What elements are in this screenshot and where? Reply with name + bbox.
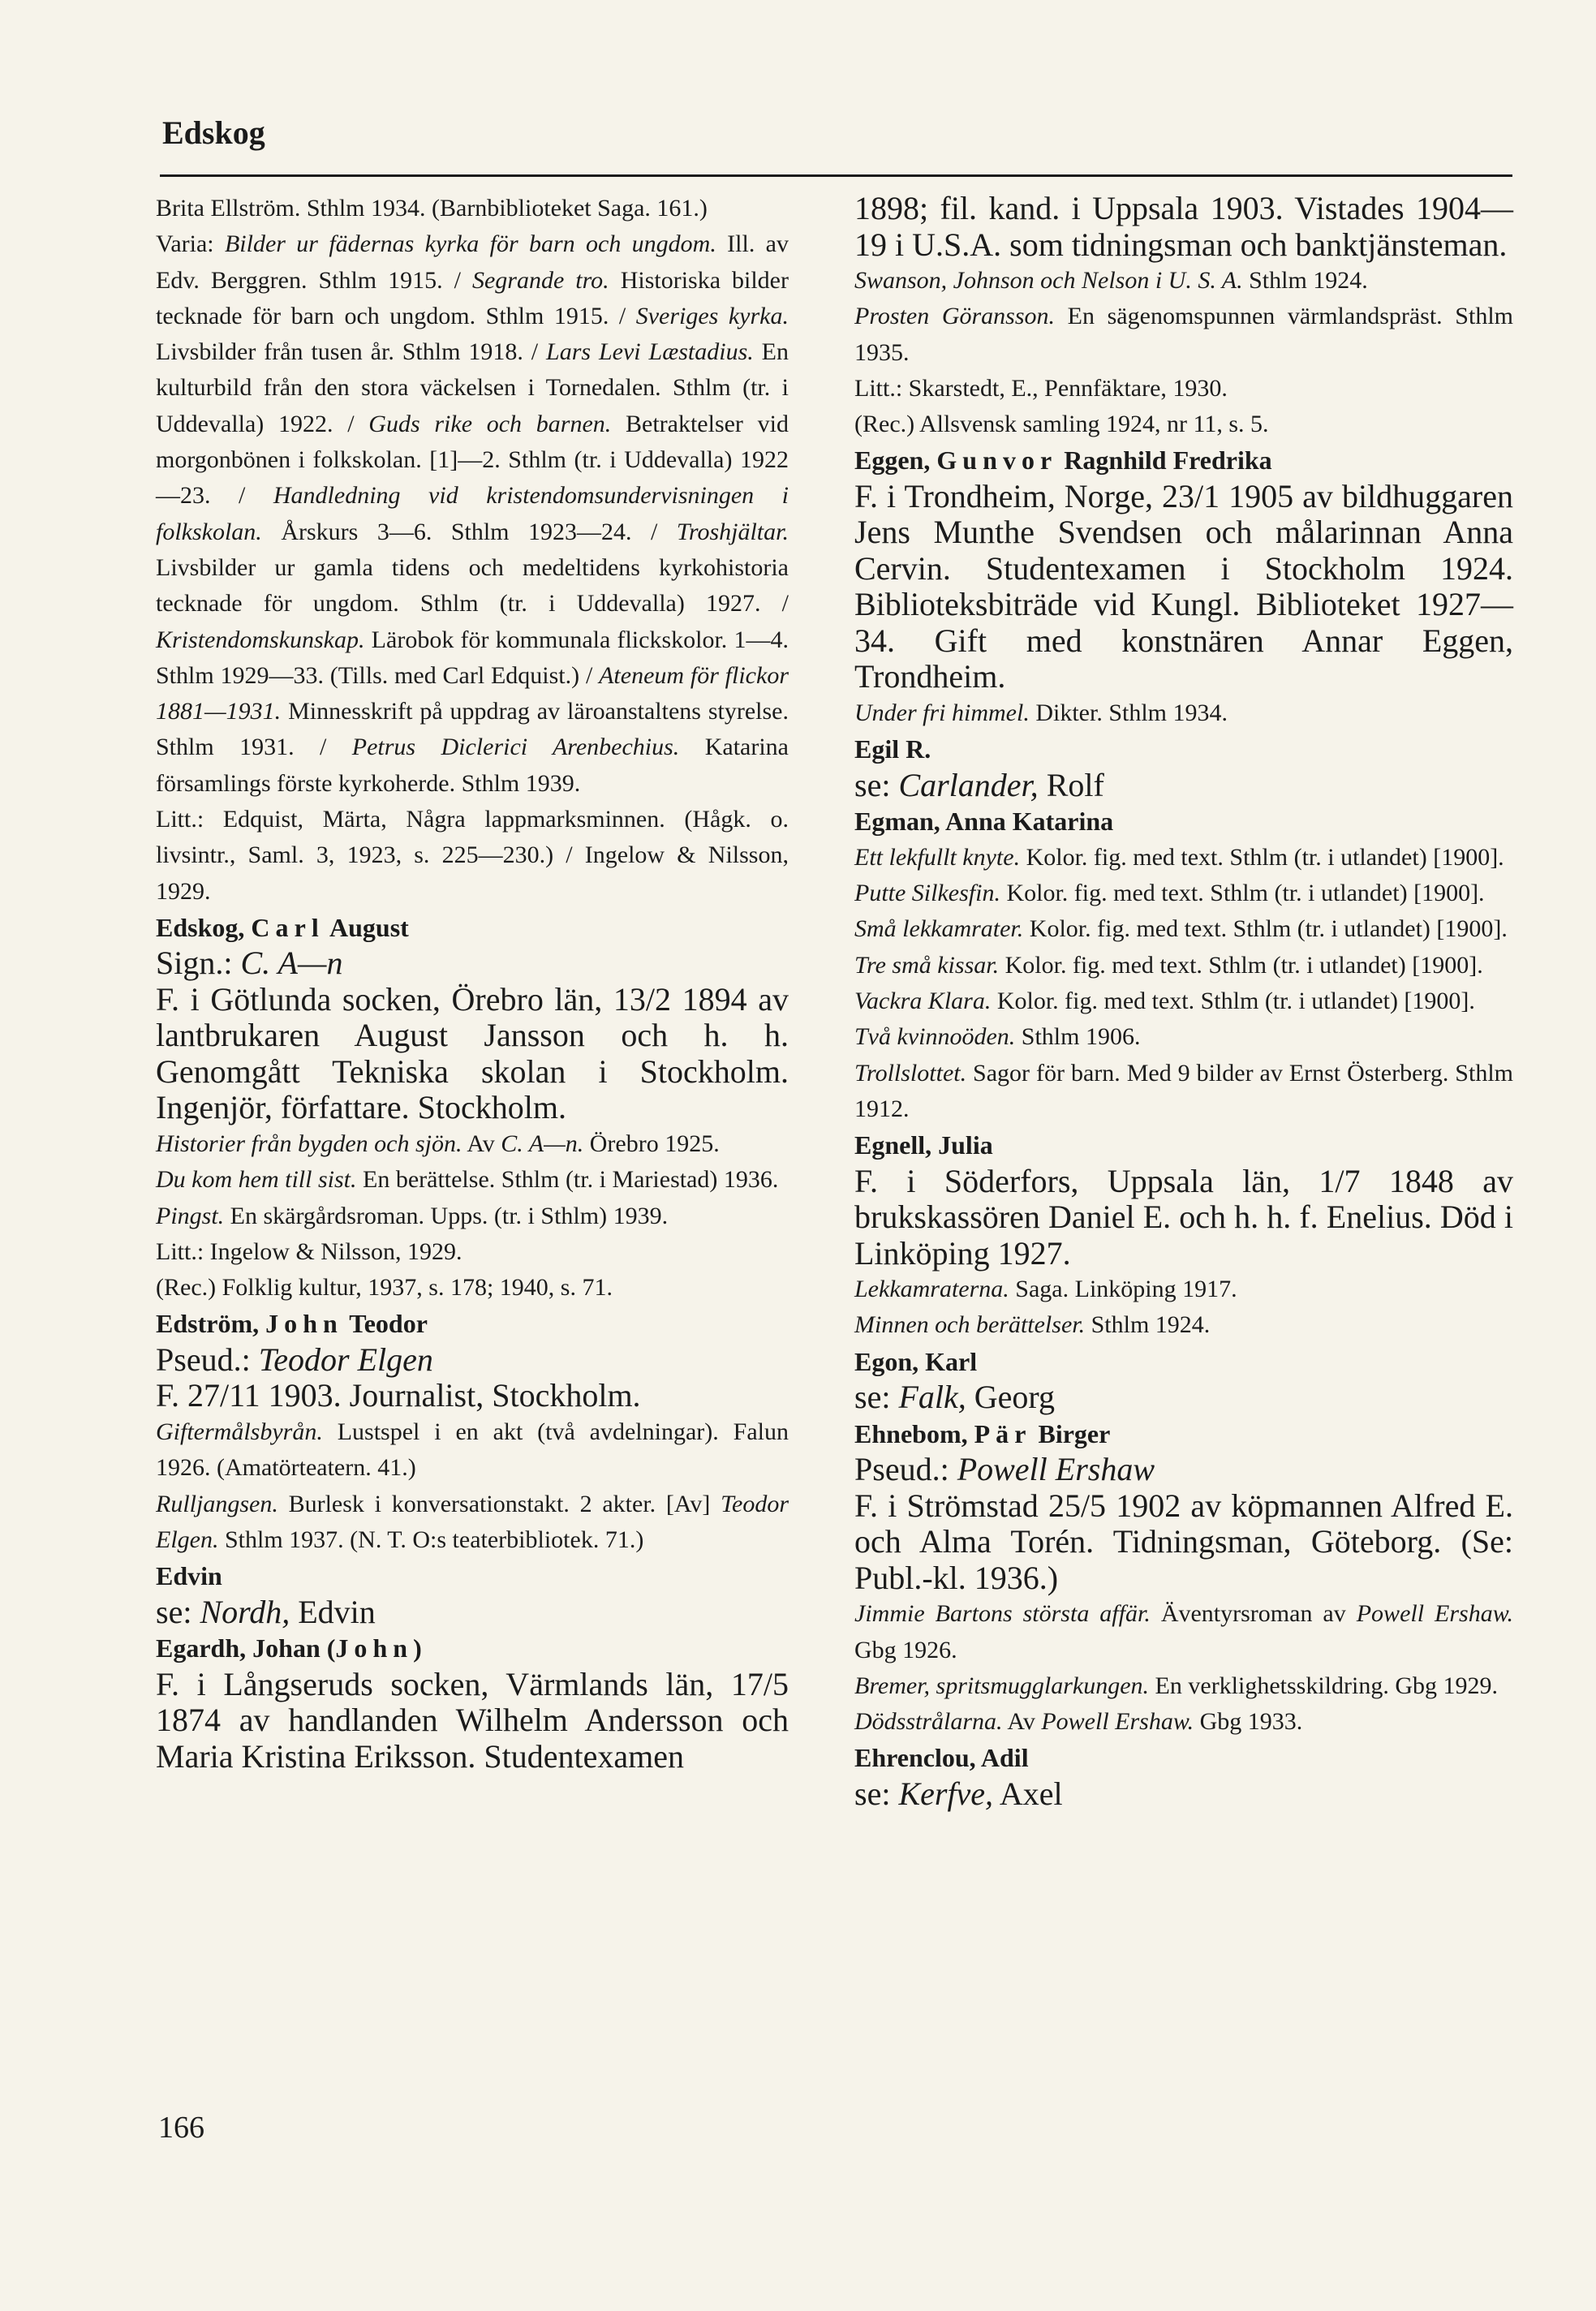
entry-text bbox=[854, 263, 1513, 299]
italic-title: Historier från bygden och sjön. bbox=[156, 1130, 462, 1157]
text-run: se: bbox=[854, 1379, 899, 1416]
italic-title: C. A—n. bbox=[501, 1130, 584, 1157]
text-run: Rolf bbox=[1038, 766, 1104, 803]
text-run: Sagor för barn. Med 9 bilder av Ernst Österberg. Sthlm 1912. bbox=[854, 1059, 1513, 1122]
entry-text bbox=[156, 1342, 789, 1379]
italic-title: Du kom hem till sist. bbox=[156, 1166, 357, 1194]
italic-title: Powell Ershaw bbox=[957, 1451, 1155, 1488]
text-run: Teodor bbox=[342, 1309, 428, 1339]
text-run: Äventyrsroman av bbox=[1150, 1600, 1357, 1628]
italic-title: Prosten Göransson. bbox=[854, 303, 1056, 330]
text-run: Litt.: Skarstedt, E., Pennfäktare, 1930. bbox=[854, 374, 1228, 402]
entry-text bbox=[156, 1414, 789, 1487]
text-run: F. i Götlunda socken, Örebro län, 13/2 1894 av lantbrukaren August Jansson och h. h. Genomgått Tekniska skolan i Stockholm. Ingenjör, författare. Stockholm. bbox=[156, 980, 789, 1126]
text-run: En berättelse. Sthlm (tr. i Mariestad) 1936. bbox=[356, 1166, 779, 1194]
entry-text bbox=[854, 1704, 1513, 1740]
text-run: Lustspel i en akt (två avdelningar). Falun 1926. (Amatörteatern. 41.) bbox=[156, 1418, 789, 1482]
italic-title: Nordh, bbox=[200, 1593, 290, 1630]
italic-title: Bilder ur fädernas kyrka för barn och ungdom. bbox=[224, 230, 716, 258]
text-run: Kolor. fig. med text. Sthlm (tr. i utlandet) [1900]. bbox=[1000, 880, 1485, 907]
text-run: Edvin bbox=[290, 1593, 376, 1630]
entry-text bbox=[854, 479, 1513, 695]
text-run: Sign.: bbox=[156, 945, 241, 982]
text-run: En verklighetsskildring. Gbg 1929. bbox=[1149, 1672, 1499, 1699]
text-run: Ragnhild Fredrika bbox=[1057, 445, 1272, 476]
italic-title: Pingst. bbox=[156, 1202, 225, 1229]
text-run: (Rec.) Allsvensk samling 1924, nr 11, s. 5. bbox=[854, 411, 1269, 438]
entry-text bbox=[156, 1594, 789, 1631]
text-run: Eggen, bbox=[854, 445, 937, 476]
italic-title: Kristendomskunskap. bbox=[156, 626, 365, 653]
text-run: Betraktelser vid morgonbönen i folkskolan. [1]—2. Sthlm (tr. i Uddevalla) 1922—23. / bbox=[156, 410, 789, 510]
italic-title: Falk, bbox=[898, 1379, 966, 1416]
italic-title: Troshjältar. bbox=[676, 518, 789, 545]
text-run: Lärobok för kommunala flickskolor. 1—4. Sthlm 1929—33. (Tills. med Carl Edquist.) / bbox=[156, 626, 789, 689]
italic-title: Minnen och berättelser. bbox=[854, 1311, 1086, 1339]
text-run: Av bbox=[1002, 1708, 1042, 1736]
entry-text bbox=[854, 1164, 1513, 1272]
entry-text bbox=[854, 407, 1513, 442]
text-run: F. i Söderfors, Uppsala län, 1/7 1848 av brukskassören Daniel E. och h. h. f. Enelius. Död i Linköping 1927. bbox=[854, 1162, 1513, 1272]
entry-text bbox=[854, 911, 1513, 947]
text-run: En kulturbild från den stora väckelsen i Tornedalen. Sthlm (tr. i Uddevalla) 1922. / bbox=[156, 338, 789, 437]
spaced-name: John bbox=[265, 1309, 343, 1339]
italic-title: Handledning vid kristendomsundervisningen i folkskolan. bbox=[156, 482, 789, 545]
text-run: En skärgårdsroman. Upps. (tr. i Sthlm) 1939. bbox=[224, 1202, 669, 1229]
italic-title: Två kvinnoöden. bbox=[854, 1023, 1016, 1051]
text-run: En sägenomspunnen värmlandspräst. Sthlm 1935. bbox=[854, 303, 1513, 366]
entry-text bbox=[854, 840, 1513, 876]
italic-title: Teodor Elgen. bbox=[156, 1490, 789, 1553]
text-run: Edström, bbox=[156, 1309, 266, 1339]
entry-text bbox=[854, 1272, 1513, 1307]
entry-text bbox=[156, 1199, 789, 1234]
text-run: 1898; fil. kand. i Uppsala 1903. Vistades 1904—19 i U.S.A. som tidningsman och banktjänsteman. bbox=[854, 190, 1513, 263]
text-run: Pseud.: bbox=[156, 1341, 259, 1378]
italic-title: Sveriges kyrka. bbox=[635, 302, 789, 329]
header-rule bbox=[160, 174, 1512, 177]
entry-heading bbox=[854, 1344, 1513, 1380]
entry-text bbox=[854, 1488, 1513, 1597]
text-run: August bbox=[324, 912, 409, 942]
entry-text bbox=[156, 802, 789, 910]
spaced-name: John bbox=[335, 1633, 414, 1663]
spaced-name: Carl bbox=[251, 912, 325, 942]
text-run: Livsbilder från tusen år. Sthlm 1918. / bbox=[156, 338, 547, 366]
text-run: Kolor. fig. med text. Sthlm (tr. i utlandet) [1900]. bbox=[999, 951, 1483, 979]
text-run: Historiska bilder tecknade för barn och ungdom. Sthlm 1915. / bbox=[156, 266, 789, 329]
italic-title: Teodor Elgen bbox=[258, 1341, 433, 1378]
entry-text bbox=[156, 945, 789, 982]
text-run: Birger bbox=[1031, 1418, 1111, 1448]
entry-heading bbox=[156, 1558, 789, 1594]
text-run: ) bbox=[413, 1633, 422, 1663]
text-run: Gbg 1933. bbox=[1194, 1708, 1303, 1736]
text-run: Brita Ellström. Sthlm 1934. (Barnbiblioteket Saga. 161.) bbox=[156, 195, 708, 222]
italic-title: Ett lekfullt knyte. bbox=[854, 843, 1021, 871]
text-run: F. i Trondheim, Norge, 23/1 1905 av bildhuggaren Jens Munthe Svendsen och målarinnan Anna Cervin. Studentexamen i Stockholm 1924. Biblioteksbiträde vid Kungl. Biblioteket 1927—34. Gift med konstnären Annar Eggen, Trondheim. bbox=[854, 477, 1513, 695]
text-run: Pseud.: bbox=[854, 1451, 957, 1488]
text-run: Edskog, bbox=[156, 912, 252, 942]
italic-title: Powell Ershaw. bbox=[1356, 1600, 1514, 1628]
entry-heading bbox=[854, 1127, 1513, 1164]
entry-text bbox=[854, 948, 1513, 983]
italic-title: Guds rike och barnen. bbox=[368, 410, 612, 437]
italic-title: Kerfve, bbox=[898, 1775, 994, 1812]
text-run: se: bbox=[854, 766, 899, 803]
page-number: 166 bbox=[158, 2111, 204, 2145]
text-run: Dikter. Sthlm 1934. bbox=[1029, 699, 1228, 726]
entry-text bbox=[156, 191, 789, 226]
text-run: Saga. Linköping 1917. bbox=[1009, 1276, 1237, 1303]
italic-title: Putte Silkesfin. bbox=[854, 880, 1000, 907]
entry-heading bbox=[854, 442, 1513, 479]
entry-text bbox=[156, 226, 789, 802]
text-run: F. i Strömstad 25/5 1902 av köpmannen Alfred E. och Alma Torén. Tidningsman, Göteborg. (Se: Publ.-kl. 1936.) bbox=[854, 1487, 1513, 1596]
left-column bbox=[156, 191, 789, 1775]
text-run: Litt.: Ingelow & Nilsson, 1929. bbox=[156, 1237, 462, 1265]
spaced-name: Gunvor bbox=[936, 445, 1058, 476]
entry-text bbox=[156, 1162, 789, 1198]
italic-title: Vackra Klara. bbox=[854, 987, 992, 1014]
text-run: Av bbox=[462, 1130, 501, 1157]
text-run: Gbg 1926. bbox=[854, 1636, 957, 1663]
entry-text bbox=[156, 1487, 789, 1559]
text-run: Årskurs 3—6. Sthlm 1923—24. / bbox=[261, 518, 677, 545]
entry-heading bbox=[156, 1306, 789, 1342]
italic-title: Bremer, spritsmugglarkungen. bbox=[854, 1672, 1150, 1699]
right-column bbox=[854, 191, 1513, 1812]
entry-text bbox=[854, 1056, 1513, 1128]
entry-text bbox=[854, 1307, 1513, 1343]
entry-text bbox=[854, 191, 1513, 263]
italic-title: Giftermålsbyrån. bbox=[156, 1418, 323, 1445]
text-run: F. 27/11 1903. Journalist, Stockholm. bbox=[156, 1377, 641, 1414]
entry-heading bbox=[854, 803, 1513, 840]
italic-title: Trollslottet. bbox=[854, 1059, 967, 1087]
text-run: Burlesk i konversationstakt. 2 akter. [Av] bbox=[277, 1490, 721, 1517]
entry-text bbox=[854, 371, 1513, 407]
text-run: Katarina församlings förste kyrkoherde. Sthlm 1939. bbox=[156, 734, 789, 797]
text-run: se: bbox=[854, 1775, 899, 1812]
entry-heading bbox=[854, 1740, 1513, 1776]
italic-title: Dödsstrålarna. bbox=[854, 1708, 1003, 1736]
italic-title: Petrus Diclerici Arenbechius. bbox=[351, 734, 680, 761]
text-run: Sthlm 1924. bbox=[1085, 1311, 1211, 1339]
text-run: Georg bbox=[966, 1379, 1055, 1416]
text-run: Kolor. fig. med text. Sthlm (tr. i utlandet) [1900]. bbox=[1020, 843, 1504, 871]
entry-heading bbox=[854, 731, 1513, 768]
entry-text bbox=[854, 1776, 1513, 1813]
entry-text bbox=[854, 1019, 1513, 1055]
text-run: Ill. av Edv. Berggren. Sthlm 1915. / bbox=[156, 230, 789, 294]
entry-heading bbox=[156, 910, 789, 946]
text-run: Egardh, Johan ( bbox=[156, 1633, 336, 1663]
text-run: Sthlm 1924. bbox=[1242, 267, 1368, 294]
text-run: Livsbilder ur gamla tidens och medeltidens kyrkohistoria tecknade för ungdom. Sthlm (tr. i Uddevalla) 1927. / bbox=[156, 553, 789, 618]
entry-text bbox=[156, 1126, 789, 1162]
text-run: Kolor. fig. med text. Sthlm (tr. i utlandet) [1900]. bbox=[991, 987, 1475, 1014]
text-run: F. i Långseruds socken, Värmlands län, 17/5 1874 av handlanden Wilhelm Andersson och Maria Kristina Eriksson. Studentexamen bbox=[156, 1665, 789, 1775]
text-run: Örebro 1925. bbox=[583, 1130, 720, 1157]
entry-text bbox=[854, 1596, 1513, 1668]
italic-title: Lekkamraterna. bbox=[854, 1276, 1009, 1303]
text-run: Egman, Anna Katarina bbox=[854, 807, 1114, 837]
text-run: Minnesskrift på uppdrag av läroanstaltens styrelse. Sthlm 1931. / bbox=[156, 698, 789, 761]
entry-text bbox=[854, 1379, 1513, 1416]
entry-text bbox=[854, 876, 1513, 911]
text-run: Axel bbox=[993, 1775, 1063, 1812]
entry-text bbox=[156, 1270, 789, 1306]
entry-text bbox=[156, 1378, 789, 1414]
entry-text bbox=[854, 299, 1513, 371]
text-run: se: bbox=[156, 1593, 200, 1630]
text-run: Egnell, Julia bbox=[854, 1130, 993, 1160]
text-run: Kolor. fig. med text. Sthlm (tr. i utlandet) [1900]. bbox=[1023, 915, 1508, 943]
italic-title: Lars Levi Læstadius. bbox=[546, 338, 754, 366]
italic-title: Powell Ershaw. bbox=[1041, 1708, 1194, 1736]
text-run: Litt.: Edquist, Märta, Några lappmarksminnen. (Hågk. o. livsintr., Saml. 3, 1923, s. 225—230.) / Ingelow & Nilsson, 1929. bbox=[156, 806, 789, 905]
italic-title: Under fri himmel. bbox=[854, 699, 1030, 726]
entry-text bbox=[854, 1452, 1513, 1488]
italic-title: Jimmie Bartons största affär. bbox=[854, 1600, 1151, 1628]
italic-title: Swanson, Johnson och Nelson i U. S. A. bbox=[854, 267, 1243, 294]
text-run: Sthlm 1906. bbox=[1015, 1023, 1141, 1051]
text-run: Sthlm 1937. (N. T. O:s teaterbibliotek. 71.) bbox=[218, 1526, 644, 1553]
entry-text bbox=[854, 1668, 1513, 1704]
entry-heading bbox=[854, 1416, 1513, 1452]
entry-heading bbox=[156, 1630, 789, 1667]
italic-title: C. A—n bbox=[240, 945, 343, 982]
text-run: Egon, Karl bbox=[854, 1346, 978, 1376]
entry-text bbox=[854, 695, 1513, 731]
italic-title: Carlander, bbox=[898, 766, 1039, 803]
italic-title: Segrande tro. bbox=[471, 266, 609, 294]
entry-text bbox=[156, 1234, 789, 1270]
entry-text bbox=[854, 768, 1513, 804]
running-head: Edskog bbox=[162, 114, 265, 151]
italic-title: Tre små kissar. bbox=[854, 951, 1000, 979]
italic-title: Rulljangsen. bbox=[156, 1490, 278, 1517]
text-run: Egil R. bbox=[854, 734, 931, 764]
entry-text bbox=[854, 983, 1513, 1019]
text-run: (Rec.) Folklig kultur, 1937, s. 178; 1940, s. 71. bbox=[156, 1274, 613, 1302]
italic-title: Ateneum för flickor 1881—1931. bbox=[156, 661, 789, 725]
text-run: Varia: bbox=[156, 230, 225, 258]
text-run: Ehrenclou, Adil bbox=[854, 1743, 1029, 1773]
text-run: Ehnebom, bbox=[854, 1418, 974, 1448]
italic-title: Små lekkamrater. bbox=[854, 915, 1024, 943]
text-run: Edvin bbox=[156, 1561, 222, 1591]
spaced-name: Pär bbox=[974, 1418, 1032, 1448]
entry-text bbox=[156, 1667, 789, 1775]
entry-text bbox=[156, 982, 789, 1126]
